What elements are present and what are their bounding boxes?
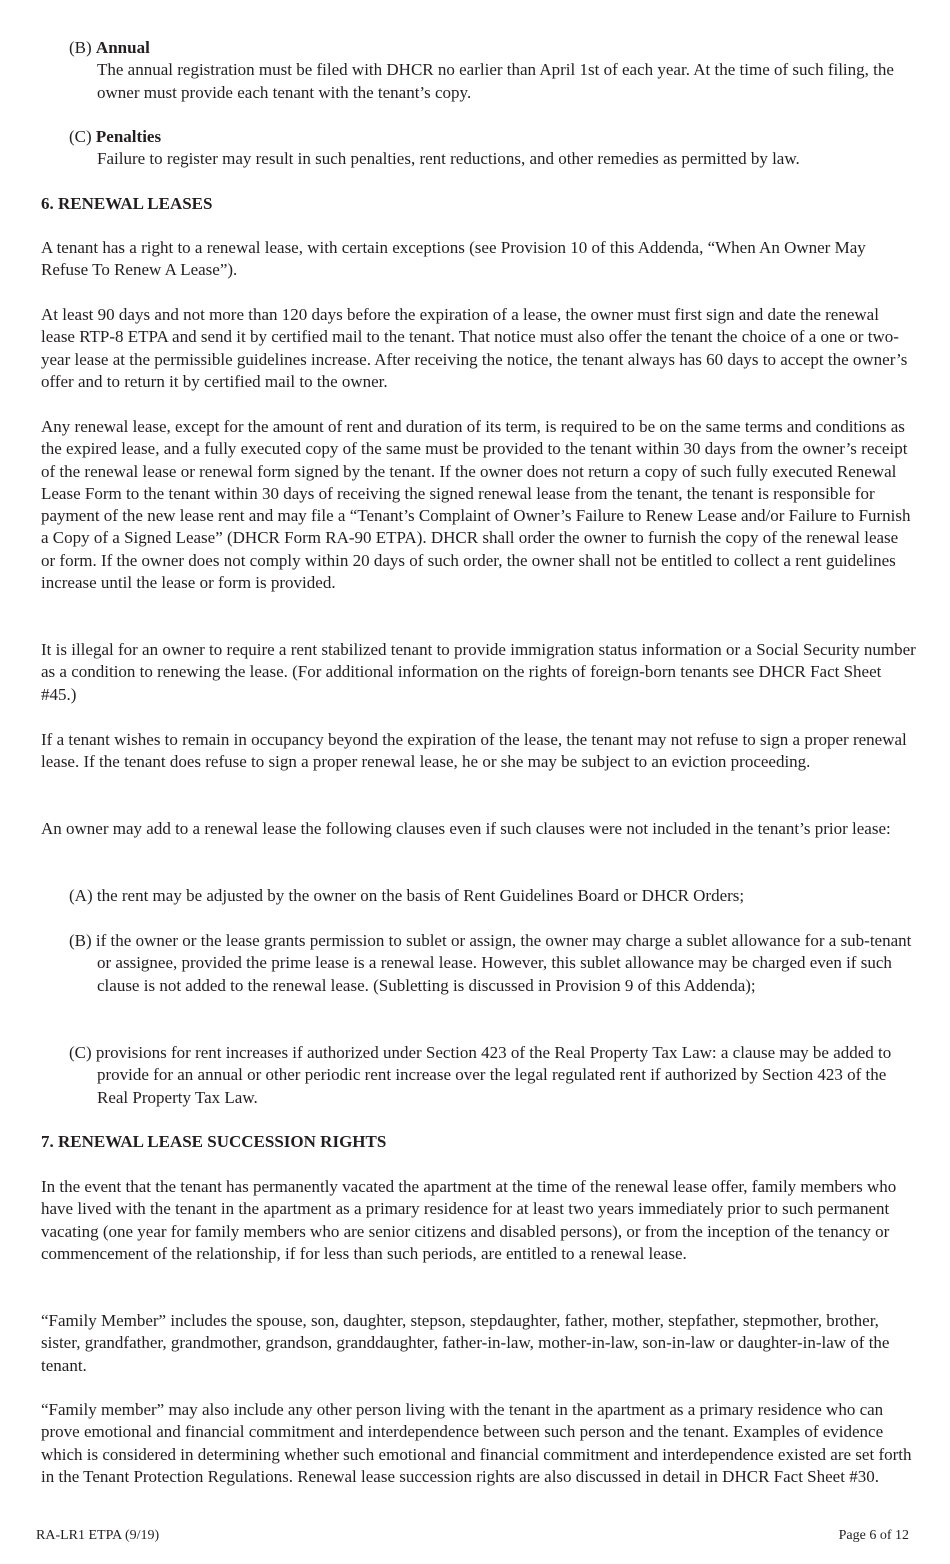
- subsection-title: Penalties: [95, 127, 162, 146]
- subsection-text: Failure to register may result in such penalties, rent reductions, and other remedies as permitted by law.: [97, 149, 800, 169]
- subsection-label: (C): [69, 127, 92, 146]
- clause-item: [69, 885, 919, 907]
- subsection-label: (B): [69, 38, 92, 57]
- clause-text: the rent may be adjusted by the owner on the basis of Rent Guidelines Board or DHCR Orders;: [96, 886, 745, 905]
- clause-label: (A): [69, 886, 93, 905]
- subsection-text: The annual registration must be filed with DHCR no earlier than April 1st of each year. At the time of such filing, the owner must provide each tenant with the tenant’s copy.: [97, 60, 894, 102]
- clause-text: if the owner or the lease grants permission to sublet or assign, the owner may charge a sublet allowance for a sub-tenant or assignee, provided the prime lease is a renewal lease. However, this sublet allowance may be charged even if such clause is not added to the renewal lease. (Subletting is discussed in Provision 9 of this Addenda);: [95, 931, 912, 995]
- section-heading-succession-rights: 7. RENEWAL LEASE SUCCESSION RIGHTS: [41, 1132, 387, 1151]
- paragraph: A tenant has a right to a renewal lease, with certain exceptions (see Provision 10 of this Addenda, “When An Owner May Refuse To Renew A Lease”).: [41, 238, 866, 280]
- paragraph: It is illegal for an owner to require a rent stabilized tenant to provide immigration status information or a Social Security number as a condition to renewing the lease. (For additional information on the rights of foreign-born tenants see DHCR Fact Sheet #45.): [41, 640, 916, 704]
- form-identifier: RA-LR1 ETPA (9/19): [36, 1528, 160, 1543]
- paragraph: In the event that the tenant has permanently vacated the apartment at the time of the renewal lease offer, family members who have lived with the tenant in the apartment as a primary residence for at least two years immediately prior to such permanent vacating (one year for family members who are senior citizens and disabled persons), or from the inception of the tenancy or commencement of the relationship, if for less than such periods, are entitled to a renewal lease.: [41, 1177, 897, 1263]
- subsection-annual: [69, 37, 919, 104]
- paragraph: “Family member” may also include any other person living with the tenant in the apartment as a primary residence who can prove emotional and financial commitment and interdependence between such person and the tenant. Examples of evidence which is considered in determining whether such emotional and financial commitment and interdependence existed are set forth in the Tenant Protection Regulations. Renewal lease succession rights are also discussed in detail in DHCR Fact Sheet #30.: [41, 1400, 912, 1486]
- page-number: Page 6 of 12: [838, 1528, 909, 1543]
- clause-label: (B): [69, 931, 92, 950]
- clause-item: [69, 1042, 919, 1109]
- paragraph: An owner may add to a renewal lease the following clauses even if such clauses were not included in the tenant’s prior lease:: [41, 819, 891, 838]
- section-heading-renewal-leases: 6. RENEWAL LEASES: [41, 194, 213, 213]
- paragraph: Any renewal lease, except for the amount of rent and duration of its term, is required to be on the same terms and conditions as the expired lease, and a fully executed copy of the same must be provided to the tenant within 30 days from the owner’s receipt of the renewal lease or renewal form signed by the tenant. If the owner does not return a copy of such fully executed Renewal Lease Form to the tenant within 30 days of receiving the signed renewal lease from the tenant, the tenant is responsible for payment of the new lease rent and may file a “Tenant’s Complaint of Owner’s Failure to Renew Lease and/or Failure to Furnish a Copy of a Signed Lease” (DHCR Form RA-90 ETPA). DHCR shall order the owner to furnish the copy of the renewal lease or form. If the owner does not comply within 20 days of such order, the owner shall not be entitled to collect a rent guidelines increase until the lease or form is provided.: [41, 417, 911, 593]
- subsection-penalties: [69, 126, 919, 171]
- subsection-title: Annual: [95, 38, 150, 57]
- paragraph: At least 90 days and not more than 120 days before the expiration of a lease, the owner must first sign and date the renewal lease RTP-8 ETPA and send it by certified mail to the tenant. That notice must also offer the tenant the choice of a one or two-year lease at the permissible guidelines increase. After receiving the notice, the tenant always has 60 days to accept the owner’s offer and to return it by certified mail to the owner.: [41, 305, 908, 391]
- clause-item: [69, 930, 919, 997]
- paragraph: “Family Member” includes the spouse, son, daughter, stepson, stepdaughter, father, mother, stepfather, stepmother, brother, sister, grandfather, grandmother, grandson, granddaughter, father-in-law, mother-in-law, son-in-law or daughter-in-law of the tenant.: [41, 1311, 890, 1375]
- clause-text: provisions for rent increases if authorized under Section 423 of the Real Property Tax Law: a clause may be added to provide for an annual or other periodic rent increase over the legal regulated rent if authorized by Section 423 of the Real Property Tax Law.: [95, 1043, 892, 1107]
- clause-label: (C): [69, 1043, 92, 1062]
- paragraph: If a tenant wishes to remain in occupancy beyond the expiration of the lease, the tenant may not refuse to sign a proper renewal lease. If the tenant does refuse to sign a proper renewal lease, he or she may be subject to an eviction proceeding.: [41, 730, 907, 772]
